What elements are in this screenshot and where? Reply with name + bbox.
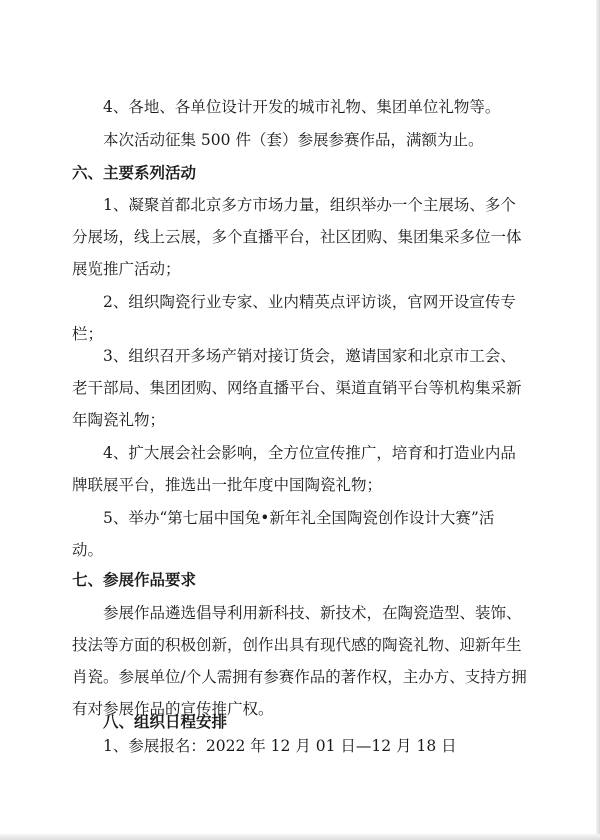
- schedule-registration: 1、参展报名：2022 年 12 月 01 日—12 月 18 日: [103, 737, 457, 755]
- activity-3-line-3: 年陶瓷礼物；: [72, 411, 166, 429]
- activity-3-line-2: 老干部局、集团团购、网络直播平台、渠道直销平台等机构集采新: [72, 379, 522, 397]
- requirements-line-3: 肖瓷。参展单位/个人需拥有参赛作品的著作权，主办方、支持方拥: [72, 668, 527, 686]
- page-edge-shadow-bottom: [0, 834, 600, 840]
- page-edge-shadow-right: [596, 0, 600, 840]
- activity-1-line-2: 分展场，线上云展，多个直播平台，社区团购、集团集采多位一体: [72, 228, 522, 246]
- requirements-line-2: 技法等方面的积极创新，创作出具有现代感的陶瓷礼物、迎新年生: [72, 636, 522, 654]
- activity-3-line-1: 3、组织召开多场产销对接订货会，邀请国家和北京市工会、: [103, 347, 516, 365]
- requirements-line-4: 有对参展作品的宣传推广权。: [72, 700, 274, 718]
- requirements-line-1: 参展作品遴选倡导利用新科技、新技术，在陶瓷造型、装饰、: [103, 604, 522, 622]
- activity-4-line-1: 4、扩大展会社会影响，全方位宣传推广，培育和打造业内品: [103, 444, 516, 462]
- activity-1-line-3: 展览推广活动；: [72, 260, 181, 278]
- section-6-heading: 六、主要系列活动: [72, 164, 197, 182]
- section-8-heading: 八、组织日程安排: [103, 713, 228, 731]
- activity-1-line-1: 1、凝聚首都北京多方市场力量，组织举办一个主展场、多个: [103, 196, 516, 214]
- collection-quota: 本次活动征集 500 件（套）参展参赛作品，满额为止。: [103, 131, 484, 149]
- item-4-city-gifts: 4、各地、各单位设计开发的城市礼物、集团单位礼物等。: [103, 98, 501, 116]
- activity-2-line-2: 栏；: [72, 325, 104, 343]
- activity-2-line-1: 2、组织陶瓷行业专家、业内精英点评访谈，官网开设宣传专: [103, 293, 516, 311]
- activity-4-line-2: 牌联展平台，推选出一批年度中国陶瓷礼物；: [72, 476, 383, 494]
- activity-5-line-1: 5、举办“第七届中国兔•新年礼全国陶瓷创作设计大赛”活: [103, 509, 495, 527]
- section-7-heading: 七、参展作品要求: [72, 571, 197, 589]
- activity-5-line-2: 动。: [72, 541, 104, 559]
